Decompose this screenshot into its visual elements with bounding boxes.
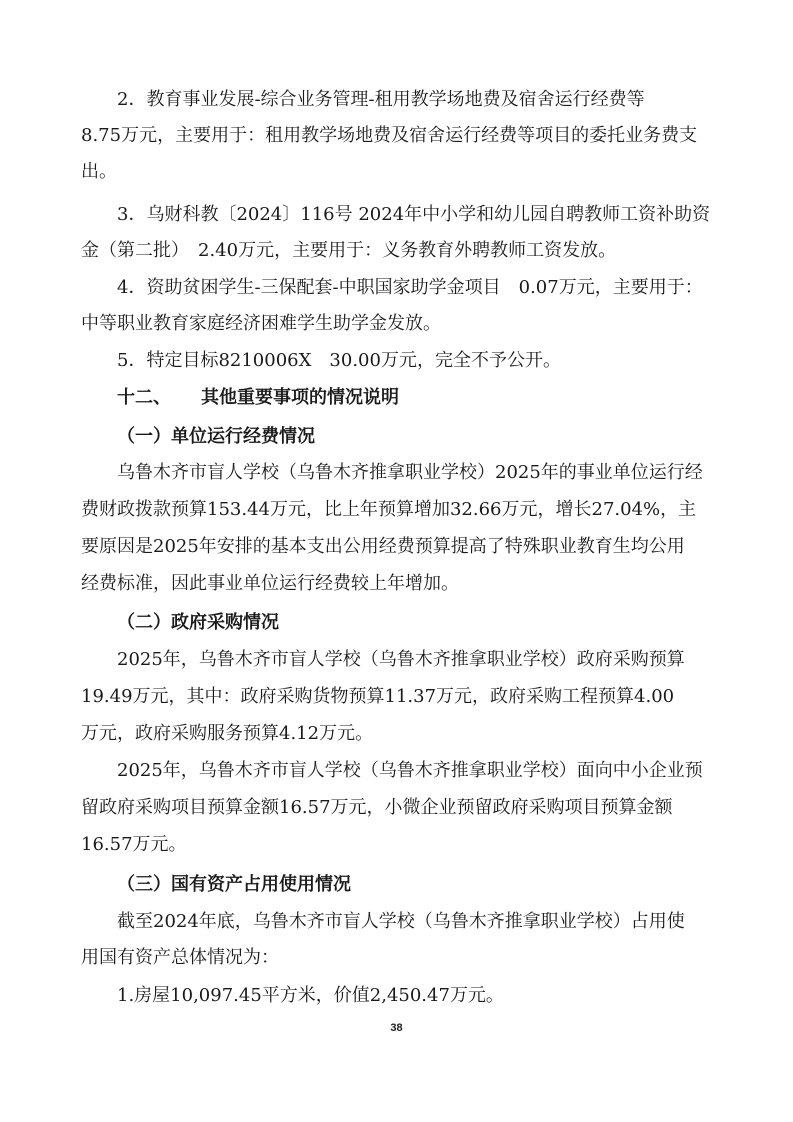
text-line: 费财政拨款预算153.44万元，比上年预算增加32.66万元，增长27.04%，主 [81,499,697,520]
text-line: 2025年，乌鲁木齐市盲人学校（乌鲁木齐推拿职业学校）面向中小企业预 [117,760,703,781]
section-title: 其他重要事项的情况说明 [201,387,399,408]
text-line: 16.57万元。 [81,834,187,855]
text-line: 乌鲁木齐市盲人学校（乌鲁木齐推拿职业学校）2025年的事业单位运行经 [117,462,703,483]
text-line: 5．特定目标8210006X 30.00万元，完全不予公开。 [117,350,561,371]
text-line: 2．教育事业发展-综合业务管理-租用教学场地费及宿舍运行经费等 [117,89,645,110]
text-line: 要原因是2025年安排的基本支出公用经费预算提高了特殊职业教育生均公用 [81,536,685,557]
text-line: 19.49万元，其中：政府采购货物预算11.37万元，政府采购工程预算4.00 [81,686,675,707]
subsection-heading: （二）政府采购情况 [117,612,279,633]
subsection-heading: （三）国有资产占用使用情况 [117,874,351,895]
text-line: 出。 [81,161,117,182]
text-line: 留政府采购项目预算金额16.57万元，小微企业预留政府采购项目预算金额 [81,797,673,818]
section-number: 十二、 [117,387,171,408]
text-line: 中等职业教育家庭经济困难学生助学金发放。 [81,313,441,334]
text-line: 经费标准，因此事业单位运行经费较上年增加。 [81,573,459,594]
text-line: 截至2024年底，乌鲁木齐市盲人学校（乌鲁木齐推拿职业学校）占用使 [117,911,685,932]
text-line: 用国有资产总体情况为： [81,947,279,968]
text-line: 3．乌财科教〔2024〕116号 2024年中小学和幼儿园自聘教师工资补助资 [117,204,711,225]
text-line: 万元，政府采购服务预算4.12万元。 [81,723,374,744]
page-number: 38 [390,1022,403,1034]
text-line: 2025年，乌鲁木齐市盲人学校（乌鲁木齐推拿职业学校）政府采购预算 [117,649,685,670]
text-line: 4．资助贫困学生-三保配套-中职国家助学金项目 0.07万元，主要用于： [117,277,703,298]
section-heading [0,386,793,410]
text-line: 金（第二批） 2.40万元，主要用于：义务教育外聘教师工资发放。 [81,240,617,261]
text-line: 8.75万元，主要用于：租用教学场地费及宿舍运行经费等项目的委托业务费支 [81,125,698,146]
text-line: 1.房屋10,097.45平方米，价值2,450.47万元。 [117,985,504,1006]
subsection-heading: （一）单位运行经费情况 [117,426,315,447]
